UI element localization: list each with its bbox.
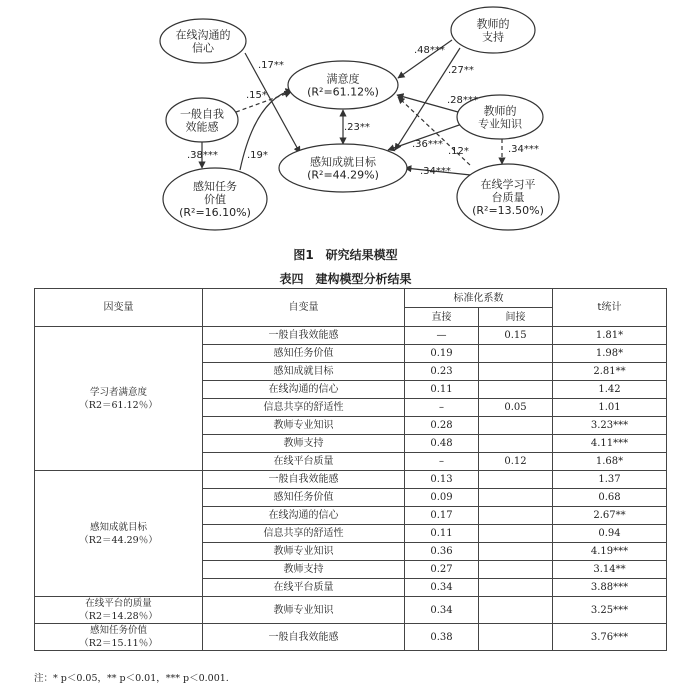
indirect-coef-cell [479, 471, 553, 489]
table-row [35, 471, 667, 489]
direct-coef-cell: 0.34 [405, 579, 479, 597]
indirect-coef-cell [479, 543, 553, 561]
direct-coef-cell: 0.27 [405, 561, 479, 579]
node-label-line: 台质量 [491, 191, 525, 204]
direct-coef-cell: 0.28 [405, 417, 479, 435]
figure-caption: 图1 研究结果模型 [293, 248, 398, 262]
independent-variable-cell: 在线沟通的信心 [203, 381, 405, 399]
dependent-variable-line: 学习者满意度 [89, 386, 147, 398]
path-coefficient-label: .28*** [447, 95, 478, 106]
path-coefficient-label: .15* [246, 90, 267, 101]
t-stat-cell: 1.98* [553, 345, 667, 363]
t-stat-cell: 3.25*** [553, 597, 667, 624]
node-label-line: 教师的 [476, 17, 510, 31]
header-direct: 直接 [405, 308, 479, 327]
node-efficacy [166, 98, 238, 142]
independent-variable-cell: 教师专业知识 [203, 543, 405, 561]
direct-coef-cell: 0.48 [405, 435, 479, 453]
direct-coef-cell: 0.13 [405, 471, 479, 489]
direct-coef-cell: 0.09 [405, 489, 479, 507]
path-coefficient-label: .48*** [414, 45, 445, 56]
node-trust [160, 19, 246, 63]
t-stat-cell: 1.01 [553, 399, 667, 417]
independent-variable-cell: 教师支持 [203, 435, 405, 453]
path-coefficient-label: .38*** [187, 150, 218, 161]
indirect-coef-cell [479, 381, 553, 399]
direct-coef-cell: 0.23 [405, 363, 479, 381]
indirect-coef-cell [479, 561, 553, 579]
table-body [35, 327, 667, 651]
path-coefficient-label: .23** [344, 122, 370, 133]
indirect-coef-cell: 0.15 [479, 327, 553, 345]
dependent-variable-cell [35, 597, 203, 624]
header-t: t统计 [553, 289, 667, 327]
indirect-coef-cell [479, 417, 553, 435]
independent-variable-cell: 感知任务价值 [203, 489, 405, 507]
indirect-coef-cell [479, 624, 553, 651]
indirect-coef-cell [479, 597, 553, 624]
node-label-line: (R²=13.50%) [472, 204, 544, 217]
indirect-coef-cell [479, 507, 553, 525]
path-coefficient-label: .12* [448, 146, 469, 157]
table-caption: 表四 建构模型分析结果 [279, 272, 412, 286]
independent-variable-cell: 感知任务价值 [203, 345, 405, 363]
independent-variable-cell: 一般自我效能感 [203, 624, 405, 651]
direct-coef-cell: – [405, 399, 479, 417]
t-stat-cell: 1.42 [553, 381, 667, 399]
indirect-coef-cell [479, 345, 553, 363]
t-stat-cell: 3.23*** [553, 417, 667, 435]
direct-coef-cell: 0.11 [405, 525, 479, 543]
independent-variable-cell: 在线平台质量 [203, 579, 405, 597]
node-label-line: 在线沟通的 [175, 28, 231, 42]
t-stat-cell: 4.11*** [553, 435, 667, 453]
research-model-diagram [0, 0, 691, 245]
path-coefficient-label: .19* [247, 150, 268, 161]
direct-coef-cell: 0.38 [405, 624, 479, 651]
node-label-line: (R²=61.12%) [307, 85, 379, 99]
t-stat-cell: 1.37 [553, 471, 667, 489]
indirect-coef-cell [479, 525, 553, 543]
results-table [34, 288, 667, 651]
node-label-line: (R²=16.10%) [179, 206, 251, 219]
dependent-variable-line: （R2＝44.29％） [79, 534, 158, 546]
t-stat-cell: 3.76*** [553, 624, 667, 651]
t-stat-cell: 4.19*** [553, 543, 667, 561]
direct-coef-cell: 0.17 [405, 507, 479, 525]
dependent-variable-line: 感知成就目标 [89, 521, 147, 533]
dependent-variable-cell [35, 624, 203, 651]
node-teacher-support [451, 7, 535, 53]
independent-variable-cell: 一般自我效能感 [203, 471, 405, 489]
node-task-value [163, 168, 267, 230]
node-label-line: (R²=44.29%) [307, 168, 379, 182]
node-label-line: 教师的 [483, 104, 517, 118]
direct-coef-cell: 0.11 [405, 381, 479, 399]
header-independent: 自变量 [203, 289, 405, 327]
independent-variable-cell: 在线沟通的信心 [203, 507, 405, 525]
independent-variable-cell: 感知成就目标 [203, 363, 405, 381]
table-footnote: 注：* p＜0.05，** p＜0.01，*** p＜0.001. [34, 673, 229, 684]
node-label-line: 一般自我 [180, 107, 224, 121]
node-label-line: 支持 [482, 30, 504, 44]
node-achievement [279, 144, 407, 192]
model-nodes [160, 7, 559, 230]
path-coefficient-label: .17** [258, 60, 284, 71]
table-row [35, 597, 667, 624]
indirect-coef-cell: 0.12 [479, 453, 553, 471]
dependent-variable-line: （R2＝14.28％） [79, 611, 158, 622]
t-stat-cell: 1.81* [553, 327, 667, 345]
direct-coef-cell: 0.34 [405, 597, 479, 624]
path-coefficient-label: .34*** [420, 166, 451, 177]
node-label-line: 感知任务 [193, 180, 237, 193]
independent-variable-cell: 信息共享的舒适性 [203, 399, 405, 417]
path-coefficient-label: .27** [448, 65, 474, 76]
dependent-variable-line: （R2＝15.11％） [79, 638, 158, 649]
indirect-coef-cell: 0.05 [479, 399, 553, 417]
direct-coef-cell: 0.19 [405, 345, 479, 363]
dependent-variable-line: 感知任务价值 [89, 625, 147, 636]
t-stat-cell: 3.14** [553, 561, 667, 579]
independent-variable-cell: 教师专业知识 [203, 597, 405, 624]
node-label-line: 价值 [204, 193, 226, 206]
independent-variable-cell: 信息共享的舒适性 [203, 525, 405, 543]
t-stat-cell: 2.67** [553, 507, 667, 525]
node-label-line: 感知成就目标 [310, 155, 376, 169]
node-label-line: 在线学习平 [480, 178, 536, 191]
node-label-line: 满意度 [326, 72, 360, 86]
t-stat-cell: 0.68 [553, 489, 667, 507]
independent-variable-cell: 教师专业知识 [203, 417, 405, 435]
node-label-line: 信心 [192, 41, 214, 55]
indirect-coef-cell [479, 489, 553, 507]
dependent-variable-line: 在线平台的质量 [85, 598, 152, 609]
header-dependent: 因变量 [35, 289, 203, 327]
indirect-coef-cell [479, 435, 553, 453]
t-stat-cell: 1.68* [553, 453, 667, 471]
header-std-coef: 标准化系数 [405, 289, 553, 308]
independent-variable-cell: 教师支持 [203, 561, 405, 579]
direct-coef-cell: — [405, 327, 479, 345]
path-coefficient-label: .34*** [508, 144, 539, 155]
independent-variable-cell: 一般自我效能感 [203, 327, 405, 345]
indirect-coef-cell [479, 363, 553, 381]
path-coefficient-label: .36*** [412, 139, 443, 150]
results-table-wrap [34, 288, 666, 651]
dependent-variable-cell [35, 327, 203, 471]
direct-coef-cell: 0.36 [405, 543, 479, 561]
dependent-variable-line: （R2＝61.12％） [79, 399, 158, 411]
table-row [35, 624, 667, 651]
direct-coef-cell: – [405, 453, 479, 471]
node-satisfaction [288, 61, 398, 109]
node-label-line: 效能感 [185, 120, 219, 134]
t-stat-cell: 3.88*** [553, 579, 667, 597]
t-stat-cell: 0.94 [553, 525, 667, 543]
header-indirect: 间接 [479, 308, 553, 327]
indirect-coef-cell [479, 579, 553, 597]
node-platform-quality [457, 164, 559, 230]
t-stat-cell: 2.81** [553, 363, 667, 381]
dependent-variable-cell [35, 471, 203, 597]
independent-variable-cell: 在线平台质量 [203, 453, 405, 471]
table-row [35, 327, 667, 345]
node-label-line: 专业知识 [478, 117, 522, 131]
